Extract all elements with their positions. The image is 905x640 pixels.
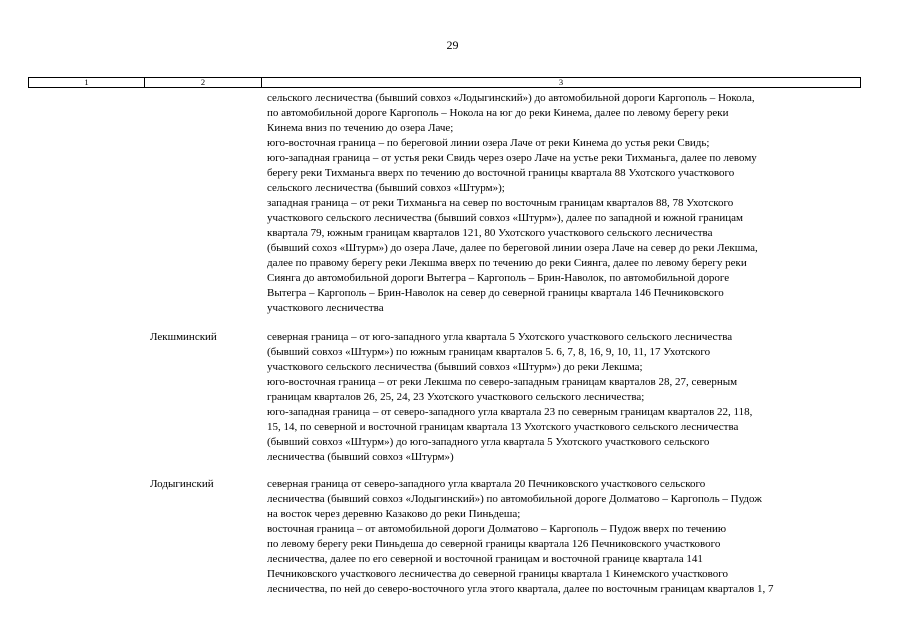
- description-line: западная граница – от реки Тихманьга на север по восточным границам кварталов 88, 78 Ухотского: [267, 197, 734, 209]
- section-description: [267, 330, 867, 465]
- description-line: границам кварталов 26, 25, 24, 23 Ухотского участкового сельского лесничества;: [267, 391, 645, 403]
- description-line: (бывший совхоз «Штурм») по южным границам кварталов 5. 6, 7, 8, 16, 9, 10, 11, 17 Ухотского: [267, 346, 711, 358]
- description-line: северная граница от северо-западного угла квартала 20 Печниковского участкового сельского: [267, 478, 706, 490]
- description-line: берегу реки Тихманьга вверх по течению до восточной границы квартала 88 Ухотского участкового: [267, 167, 735, 179]
- description-line: 15, 14, по северной и восточной границам квартала 13 Ухотского участкового сельского лесничества: [267, 421, 739, 433]
- section-name: Лекшминский: [150, 331, 217, 343]
- description-line: участкового лесничества: [267, 302, 384, 314]
- description-line: Вытегра – Каргополь – Брин-Наволок на север до северной границы квартала 146 Печниковского: [267, 287, 724, 299]
- table-header-row: [28, 77, 861, 88]
- description-line: участкового сельского лесничества (бывший совхоз «Штурм»), далее по западной и южной границам: [267, 212, 744, 224]
- table-header-col-2: 2: [145, 78, 262, 87]
- description-line: (бывший совхоз «Штурм») до юго-западного угла квартала 5 Ухотского участкового сельского: [267, 436, 710, 448]
- section-description: [267, 477, 867, 597]
- description-line: юго-восточная граница – от реки Лекшма по северо-западным границам кварталов 28, 27, северным: [267, 376, 738, 388]
- table-header-col-3: 3: [558, 77, 564, 87]
- description-line: далее по правому берегу реки Лекшма вверх по течению до реки Сиянга, далее по левому берегу реки: [267, 257, 747, 269]
- description-line: Печниковского участкового лесничества до северной границы квартала 1 Кинемского участкового: [267, 568, 729, 580]
- description-line: лесничества, по ней до северо-восточного угла этого квартала, далее по восточным границам кварталов 1, 7: [267, 583, 774, 595]
- description-line: лесничества, далее по его северной и восточной границам и восточной границе квартала 141: [267, 553, 703, 565]
- table-header-col-1: 1: [29, 78, 145, 87]
- description-line: (бывший сохоз «Штурм») до озера Лаче, далее по береговой линии озера Лаче на север до реки Лекшма,: [267, 242, 758, 254]
- description-line: юго-западная граница – от северо-западного угла квартала 23 по северным границам кварталов 22, 118,: [267, 406, 753, 418]
- description-line: восточная граница – от автомобильной дороги Долматово – Каргополь – Пудож вверх по течению: [267, 523, 727, 535]
- description-line: северная граница – от юго-западного угла квартала 5 Ухотского участкового сельского лесничества: [267, 331, 733, 343]
- description-line: квартала 79, южным границам кварталов 121, 80 Ухотского участкового сельского лесничества: [267, 227, 713, 239]
- description-line: по автомобильной дороге Каргополь – Нокола на юг до реки Кинема, далее по левому берегу реки: [267, 107, 729, 119]
- description-line: на восток через деревню Казаково до реки Пиньдеша;: [267, 508, 521, 520]
- description-line: юго-восточная граница – по береговой линии озера Лаче от реки Кинема до устья реки Свидь;: [267, 137, 710, 149]
- section-name: Лодыгинский: [150, 478, 214, 490]
- description-line: Кинема вниз по течению до озера Лаче;: [267, 122, 454, 134]
- page-number: 29: [446, 38, 459, 52]
- description-line: участкового сельского лесничества (бывший совхоз «Штурм») до реки Лекшма;: [267, 361, 643, 373]
- description-line: сельского лесничества (бывший совхоз «Штурм»);: [267, 182, 505, 194]
- description-line: по левому берегу реки Пиньдеша до северной границы квартала 126 Печниковского участкового: [267, 538, 721, 550]
- section-description: [267, 91, 867, 316]
- description-line: лесничества (бывший совхоз «Штурм»): [267, 451, 454, 463]
- description-line: лесничества (бывший совхоз «Лодыгинский») по автомобильной дороге Долматово – Каргополь – Пудож: [267, 493, 762, 505]
- description-line: юго-западная граница – от устья реки Свидь через озеро Лаче на устье реки Тихманьга, далее по левому: [267, 152, 757, 164]
- description-line: сельского лесничества (бывший совхоз «Лодыгинский») до автомобильной дороги Каргополь – Нокола,: [267, 92, 755, 104]
- description-line: Сиянга до автомобильной дороги Вытегра – Каргополь – Брин-Наволок, по автомобильной дороге: [267, 272, 730, 284]
